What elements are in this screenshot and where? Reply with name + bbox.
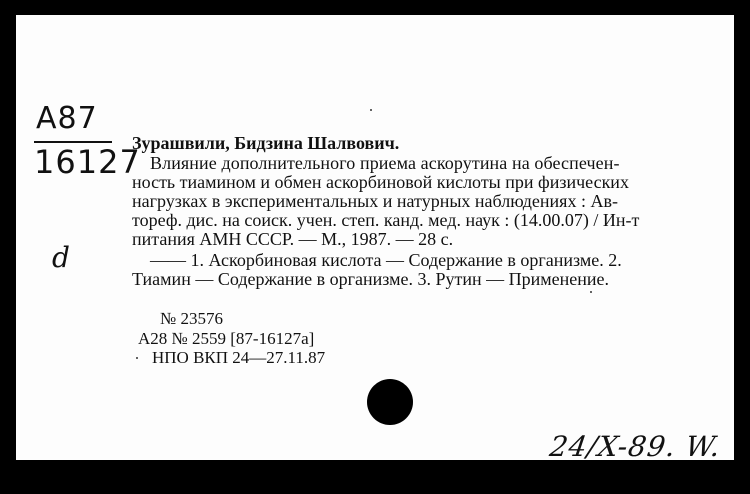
ink-speck bbox=[370, 109, 372, 111]
ink-speck bbox=[590, 291, 592, 293]
call-number-line2: 16127 bbox=[34, 143, 141, 181]
author-heading: Зурашвили, Бидзина Шалвович. bbox=[132, 133, 400, 153]
description-line: Влияние дополнительного приема аскорутина на обеспечен- bbox=[150, 153, 620, 173]
punch-hole bbox=[367, 379, 413, 425]
description-line: тореф. дис. на соиск. учен. степ. канд. мед. наук : (14.00.07) / Ин-т bbox=[132, 210, 640, 230]
accession-code: A28 № 2559 [87-16127a] bbox=[138, 329, 315, 348]
description-line: ность тиамином и обмен аскорбиновой кислоты при физических bbox=[132, 172, 629, 192]
accession-source: НПО ВКП 24—27.11.87 bbox=[152, 348, 326, 367]
description-line: питания АМН СССР. — М., 1987. — 28 с. bbox=[132, 229, 454, 249]
catalog-card bbox=[16, 15, 734, 463]
subject-line: —— 1. Аскорбиновая кислота — Содержание в организме. 2. bbox=[150, 250, 622, 270]
call-number-line1: A87 bbox=[36, 101, 98, 136]
ink-speck bbox=[136, 357, 138, 359]
description-line: нагрузках в экспериментальных и натурных наблюдениях : Ав- bbox=[132, 191, 618, 211]
margin-letter: d bbox=[52, 241, 70, 274]
subject-line: Тиамин — Содержание в организме. 3. Рутин — Применение. bbox=[132, 269, 610, 289]
handwritten-date: 24/X-89. W. bbox=[547, 430, 724, 463]
accession-number: № 23576 bbox=[160, 309, 223, 328]
